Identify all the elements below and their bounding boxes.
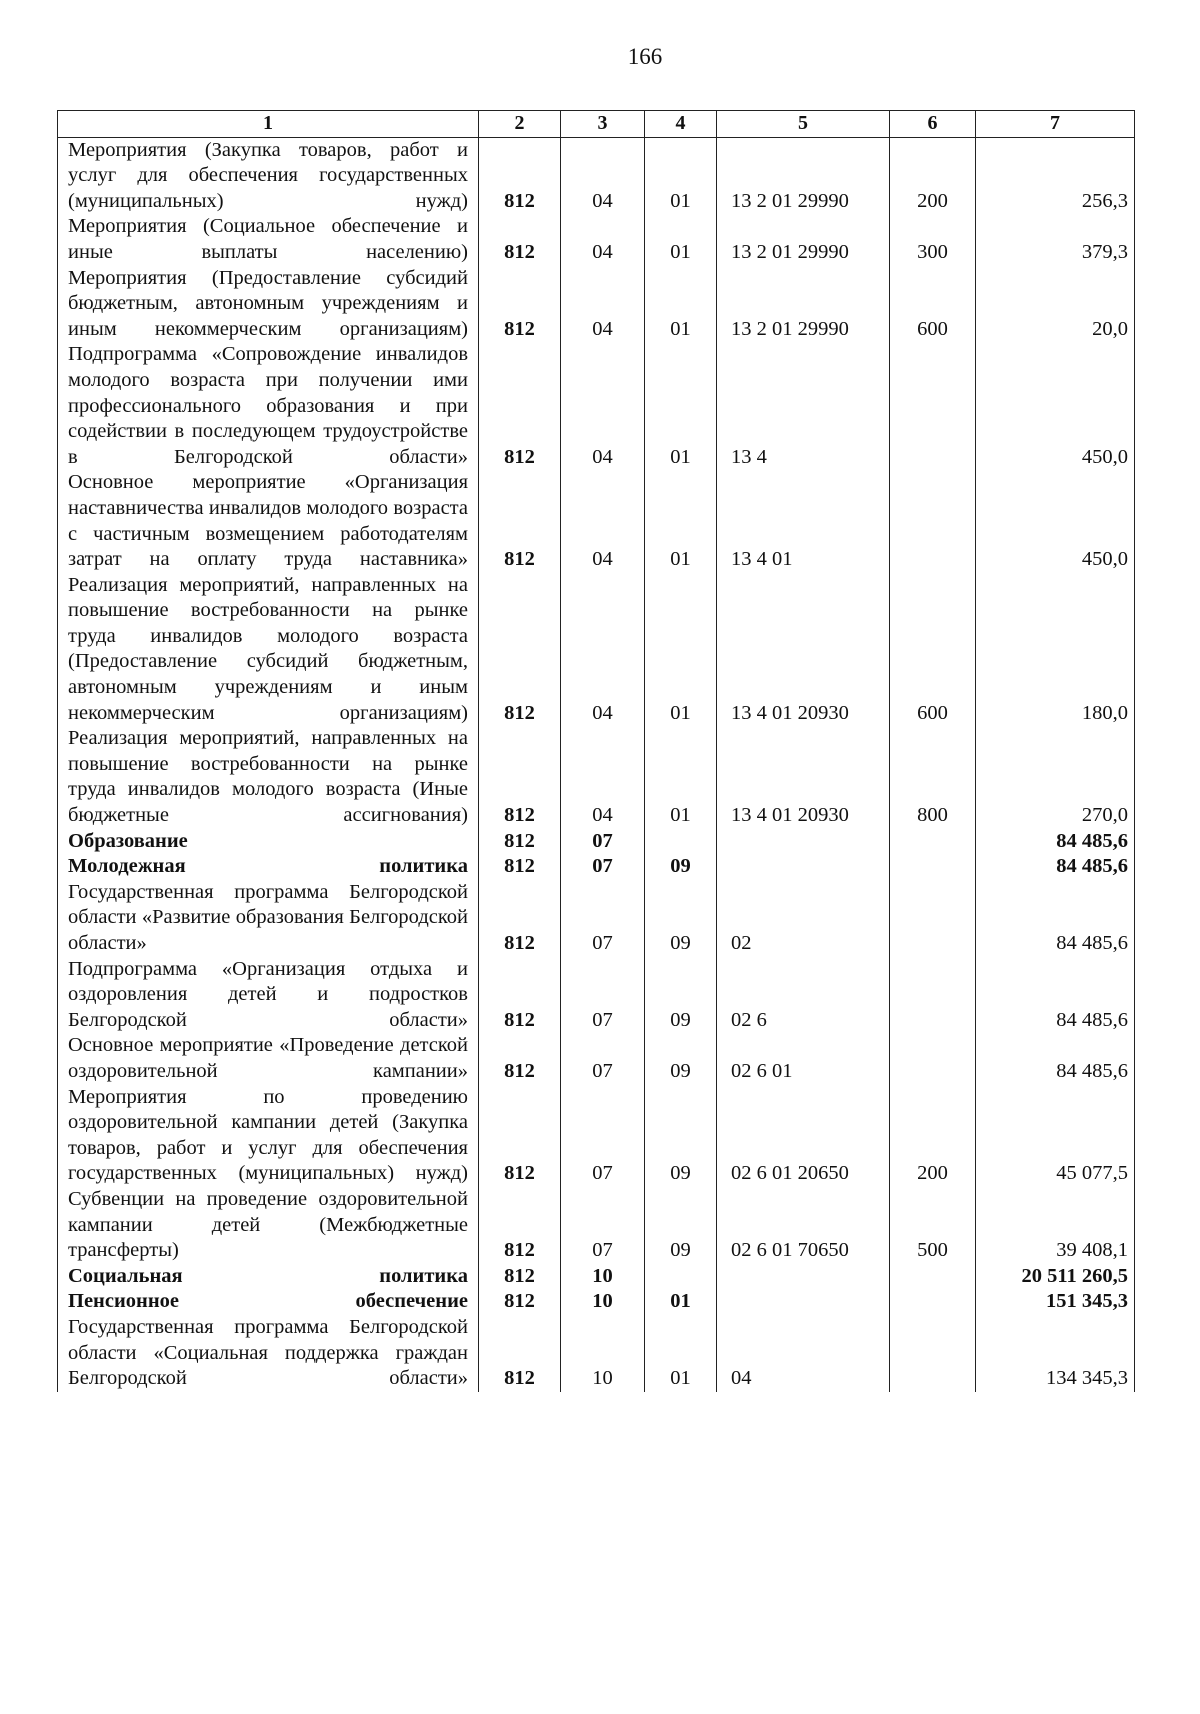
row-name-cell: Основное мероприятие «Проведение детской оздоровительной кампании» [58, 1033, 479, 1084]
row-target-article-cell: 02 6 01 20650 [717, 1085, 890, 1187]
row-subsection-cell: 09 [645, 880, 717, 957]
row-name-cell: Образование [58, 829, 479, 855]
column-header-2: 2 [479, 111, 561, 138]
row-amount-cell: 84 485,6 [976, 829, 1135, 855]
row-subsection-cell: 01 [645, 137, 717, 214]
table-row [58, 342, 1135, 470]
row-target-article-cell: 13 2 01 29990 [717, 214, 890, 265]
table-row [58, 1264, 1135, 1290]
row-name-cell: Реализация мероприятий, направленных на повышение востребованности на рынке труда инвалидов молодого возраста (Предоставление субсидий бюджетным, автономным учреждениям и иным некоммерческим организациям) [58, 573, 479, 727]
row-chapter-cell: 812 [479, 137, 561, 214]
row-subsection-cell: 09 [645, 957, 717, 1034]
row-chapter-cell: 812 [479, 573, 561, 727]
row-subsection-cell: 01 [645, 214, 717, 265]
row-name-cell: Государственная программа Белгородской области «Развитие образования Белгородской области» [58, 880, 479, 957]
row-amount-cell: 270,0 [976, 726, 1135, 828]
row-amount-cell: 39 408,1 [976, 1187, 1135, 1264]
column-header-5: 5 [717, 111, 890, 138]
row-chapter-cell: 812 [479, 266, 561, 343]
row-amount-cell: 84 485,6 [976, 957, 1135, 1034]
row-name-cell: Субвенции на проведение оздоровительной кампании детей (Межбюджетные трансферты) [58, 1187, 479, 1264]
budget-table [57, 110, 1135, 1392]
table-row [58, 854, 1135, 880]
row-amount-cell: 84 485,6 [976, 854, 1135, 880]
column-header-6: 6 [890, 111, 976, 138]
row-subsection-cell: 01 [645, 573, 717, 727]
table-row [58, 957, 1135, 1034]
row-amount-cell: 20 511 260,5 [976, 1264, 1135, 1290]
row-target-article-cell [717, 829, 890, 855]
row-name-cell: Мероприятия (Предоставление субсидий бюджетным, автономным учреждениям и иным некоммерческим организациям) [58, 266, 479, 343]
row-target-article-cell: 13 4 01 20930 [717, 573, 890, 727]
row-chapter-cell: 812 [479, 726, 561, 828]
row-subsection-cell: 01 [645, 1315, 717, 1392]
column-header-3: 3 [561, 111, 645, 138]
row-expense-type-cell [890, 1264, 976, 1290]
row-amount-cell: 450,0 [976, 470, 1135, 572]
column-header-7: 7 [976, 111, 1135, 138]
row-subsection-cell: 01 [645, 726, 717, 828]
table-row [58, 1187, 1135, 1264]
row-subsection-cell [645, 1264, 717, 1290]
column-header-4: 4 [645, 111, 717, 138]
row-amount-cell: 84 485,6 [976, 1033, 1135, 1084]
table-body [58, 137, 1135, 1392]
row-expense-type-cell: 300 [890, 214, 976, 265]
row-target-article-cell: 04 [717, 1315, 890, 1392]
row-subsection-cell [645, 829, 717, 855]
row-amount-cell: 379,3 [976, 214, 1135, 265]
row-chapter-cell: 812 [479, 470, 561, 572]
row-section-cell: 07 [561, 1033, 645, 1084]
row-amount-cell: 45 077,5 [976, 1085, 1135, 1187]
row-target-article-cell: 13 2 01 29990 [717, 137, 890, 214]
table-row [58, 1289, 1135, 1315]
row-chapter-cell: 812 [479, 214, 561, 265]
row-name-cell: Государственная программа Белгородской области «Социальная поддержка граждан Белгородской области» [58, 1315, 479, 1392]
row-name-cell: Мероприятия (Закупка товаров, работ и услуг для обеспечения государственных (муниципальных) нужд) [58, 137, 479, 214]
row-subsection-cell: 09 [645, 1033, 717, 1084]
row-amount-cell: 256,3 [976, 137, 1135, 214]
row-target-article-cell: 13 2 01 29990 [717, 266, 890, 343]
row-chapter-cell: 812 [479, 1187, 561, 1264]
row-expense-type-cell [890, 829, 976, 855]
row-target-article-cell [717, 1289, 890, 1315]
row-name-cell: Мероприятия по проведению оздоровительной кампании детей (Закупка товаров, работ и услуг для обеспечения государственных (муниципальных) нужд) [58, 1085, 479, 1187]
row-amount-cell: 151 345,3 [976, 1289, 1135, 1315]
row-section-cell: 04 [561, 470, 645, 572]
table-row [58, 266, 1135, 343]
row-expense-type-cell: 500 [890, 1187, 976, 1264]
row-section-cell: 04 [561, 573, 645, 727]
column-header-1: 1 [58, 111, 479, 138]
row-target-article-cell: 02 [717, 880, 890, 957]
row-section-cell: 07 [561, 957, 645, 1034]
row-chapter-cell: 812 [479, 1085, 561, 1187]
row-expense-type-cell [890, 342, 976, 470]
table-row [58, 1085, 1135, 1187]
row-section-cell: 07 [561, 854, 645, 880]
row-section-cell: 04 [561, 137, 645, 214]
row-chapter-cell: 812 [479, 1289, 561, 1315]
row-target-article-cell: 13 4 01 20930 [717, 726, 890, 828]
row-amount-cell: 134 345,3 [976, 1315, 1135, 1392]
row-section-cell: 07 [561, 1085, 645, 1187]
row-chapter-cell: 812 [479, 957, 561, 1034]
row-target-article-cell: 02 6 01 70650 [717, 1187, 890, 1264]
row-name-cell: Подпрограмма «Организация отдыха и оздоровления детей и подростков Белгородской области» [58, 957, 479, 1034]
row-subsection-cell: 01 [645, 1289, 717, 1315]
row-chapter-cell: 812 [479, 829, 561, 855]
row-section-cell: 07 [561, 880, 645, 957]
table-row [58, 137, 1135, 214]
row-target-article-cell: 02 6 [717, 957, 890, 1034]
row-target-article-cell: 13 4 01 [717, 470, 890, 572]
row-name-cell: Мероприятия (Социальное обеспечение и иные выплаты населению) [58, 214, 479, 265]
row-section-cell: 04 [561, 342, 645, 470]
row-target-article-cell [717, 854, 890, 880]
row-section-cell: 04 [561, 726, 645, 828]
row-name-cell: Подпрограмма «Сопровождение инвалидов молодого возраста при получении ими профессионального образования и при содействии в последующем трудоустройстве в Белгородской области» [58, 342, 479, 470]
row-target-article-cell: 02 6 01 [717, 1033, 890, 1084]
row-section-cell: 10 [561, 1315, 645, 1392]
row-name-cell: Молодежная политика [58, 854, 479, 880]
row-chapter-cell: 812 [479, 1315, 561, 1392]
row-section-cell: 04 [561, 214, 645, 265]
row-target-article-cell: 13 4 [717, 342, 890, 470]
row-section-cell: 10 [561, 1264, 645, 1290]
row-name-cell: Социальная политика [58, 1264, 479, 1290]
table-row [58, 1315, 1135, 1392]
row-expense-type-cell: 200 [890, 137, 976, 214]
table-header-row [58, 111, 1135, 138]
row-chapter-cell: 812 [479, 880, 561, 957]
row-expense-type-cell: 800 [890, 726, 976, 828]
row-amount-cell: 180,0 [976, 573, 1135, 727]
row-amount-cell: 84 485,6 [976, 880, 1135, 957]
row-amount-cell: 450,0 [976, 342, 1135, 470]
row-amount-cell: 20,0 [976, 266, 1135, 343]
table-row [58, 214, 1135, 265]
row-section-cell: 04 [561, 266, 645, 343]
table-row [58, 726, 1135, 828]
row-section-cell: 07 [561, 829, 645, 855]
table-row [58, 829, 1135, 855]
row-expense-type-cell: 600 [890, 573, 976, 727]
row-chapter-cell: 812 [479, 342, 561, 470]
row-expense-type-cell [890, 1289, 976, 1315]
row-expense-type-cell [890, 1315, 976, 1392]
row-subsection-cell: 09 [645, 1187, 717, 1264]
row-expense-type-cell [890, 470, 976, 572]
row-section-cell: 07 [561, 1187, 645, 1264]
row-expense-type-cell [890, 1033, 976, 1084]
row-name-cell: Реализация мероприятий, направленных на повышение востребованности на рынке труда инвалидов молодого возраста (Иные бюджетные ассигнования) [58, 726, 479, 828]
row-subsection-cell: 01 [645, 470, 717, 572]
row-expense-type-cell [890, 854, 976, 880]
row-subsection-cell: 01 [645, 266, 717, 343]
table-row [58, 1033, 1135, 1084]
row-expense-type-cell: 600 [890, 266, 976, 343]
table-row [58, 470, 1135, 572]
row-subsection-cell: 09 [645, 854, 717, 880]
row-expense-type-cell [890, 880, 976, 957]
row-chapter-cell: 812 [479, 854, 561, 880]
row-target-article-cell [717, 1264, 890, 1290]
table-row [58, 880, 1135, 957]
page-number: 166 [627, 44, 663, 69]
row-subsection-cell: 01 [645, 342, 717, 470]
row-chapter-cell: 812 [479, 1264, 561, 1290]
row-name-cell: Основное мероприятие «Организация наставничества инвалидов молодого возраста с частичным возмещением работодателям затрат на оплату труда наставника» [58, 470, 479, 572]
row-section-cell: 10 [561, 1289, 645, 1315]
row-name-cell: Пенсионное обеспечение [58, 1289, 479, 1315]
row-expense-type-cell: 200 [890, 1085, 976, 1187]
row-subsection-cell: 09 [645, 1085, 717, 1187]
row-chapter-cell: 812 [479, 1033, 561, 1084]
row-expense-type-cell [890, 957, 976, 1034]
table-row [58, 573, 1135, 727]
